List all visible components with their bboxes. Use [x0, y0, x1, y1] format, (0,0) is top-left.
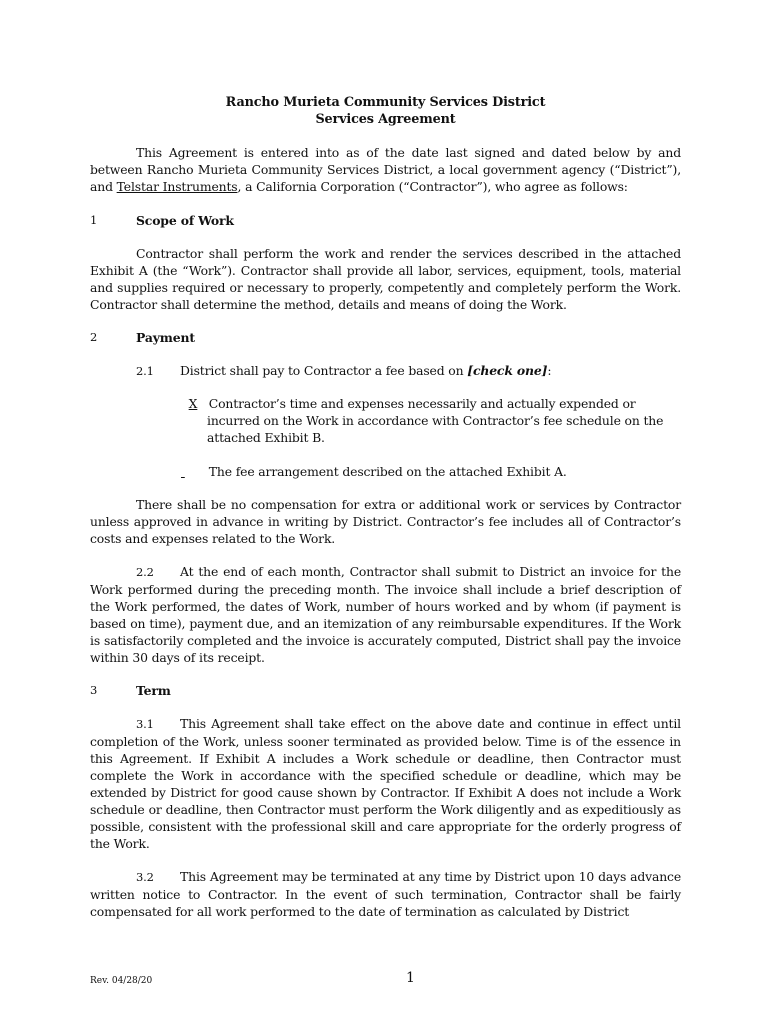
section-2-heading: [90, 329, 681, 346]
section-1-number: 1: [90, 213, 98, 227]
title-line-2: Services Agreement: [315, 112, 456, 127]
clause-3-1-text: This Agreement shall take effect on the above date and continue in effect until completion of the Work, unless sooner terminated as provided below. Time is of the essence in this Agreement. If Exhibit A includes a Work schedule or deadline, then Contractor must complete the Work in accordance with the specified schedule or deadline, which may be extended by District for good cause shown by Contractor. If Exhibit A does not include a Work schedule or deadline, then Contractor must perform the Work diligently and as expeditiously as possible, consistent with the professional skill and care appropriate for the orderly progress of the Work.: [90, 716, 681, 851]
clause-3-2-number: 3.2: [136, 870, 154, 884]
clause-3-2: [90, 868, 681, 920]
option-1-checkbox-mark: X: [188, 396, 198, 411]
contractor-name: Telstar Instruments: [116, 179, 238, 194]
option-1-text: Contractor’s time and expenses necessarily and actually expended or incurred on the Work in accordance with Contractor’s fee schedule on the attached Exhibit B.: [207, 396, 664, 445]
section-1-title: Scope of Work: [136, 213, 234, 228]
clause-2-1-colon: :: [547, 363, 552, 378]
section-3-number: 3: [90, 683, 98, 697]
check-one-note: [check one]: [467, 363, 548, 378]
section-1-body: Contractor shall perform the work and render the services described in the attached Exhibit A (the “Work”). Contractor shall provide all labor, services, equipment, tools, material and supplies required or necessary to properly, competently and completely perform the Work. Contractor shall determine the method, details and means of doing the Work.: [90, 246, 681, 312]
clause-2-1-text: District shall pay to Contractor a fee based on: [180, 363, 468, 378]
title-line-1: Rancho Murieta Community Services District: [225, 95, 546, 110]
clause-2-1-number: 2.1: [136, 364, 154, 378]
option-2-checkbox-mark: [181, 463, 205, 480]
section-1-heading: [90, 212, 681, 229]
intro-text-before: This Agreement is entered into as of the date last signed and dated below by and between Rancho Murieta Community Services District, a local government agency (“District”), and: [90, 145, 681, 194]
intro-paragraph: [90, 144, 681, 195]
page-number: 1: [406, 970, 415, 986]
section-3-title: Term: [136, 683, 171, 698]
section-2-title: Payment: [136, 330, 195, 345]
clause-2-2-text: At the end of each month, Contractor shall submit to District an invoice for the Work performed during the preceding month. The invoice shall include a brief description of the Work performed, the dates of Work, number of hours worked and by whom (if payment is based on time), payment due, and an itemization of any reimbursable expenditures. If the Work is satisfactorily completed and the invoice is accurately computed, District shall pay the invoice within 30 days of its receipt.: [90, 564, 681, 665]
revision-date: Rev. 04/28/20: [90, 976, 153, 986]
payment-option-2: [181, 463, 681, 480]
section-3-heading: [90, 682, 681, 699]
option-2-text: The fee arrangement described on the attached Exhibit A.: [208, 464, 567, 479]
clause-3-1: [90, 715, 681, 852]
clause-2-2: [90, 563, 681, 666]
clause-2-2-number: 2.2: [136, 565, 154, 579]
clause-3-1-number: 3.1: [136, 717, 154, 731]
document-page: [90, 94, 681, 920]
payment-option-1: [181, 395, 681, 446]
clause-3-2-text: This Agreement may be terminated at any time by District upon 10 days advance written notice to Contractor. In the event of such termination, Contractor shall be fairly compensated for all work performed to the date of termination as calculated by District: [90, 869, 681, 919]
intro-text-after: , a California Corporation (“Contractor”), who agree as follows:: [237, 179, 628, 194]
no-extra-compensation-paragraph: There shall be no compensation for extra or additional work or services by Contractor unless approved in advance in writing by District. Contractor’s fee includes all of Contractor’s costs and expenses related to the Work.: [90, 497, 681, 546]
clause-2-1: [136, 362, 681, 380]
section-2-number: 2: [90, 330, 98, 344]
document-title: [90, 94, 681, 128]
